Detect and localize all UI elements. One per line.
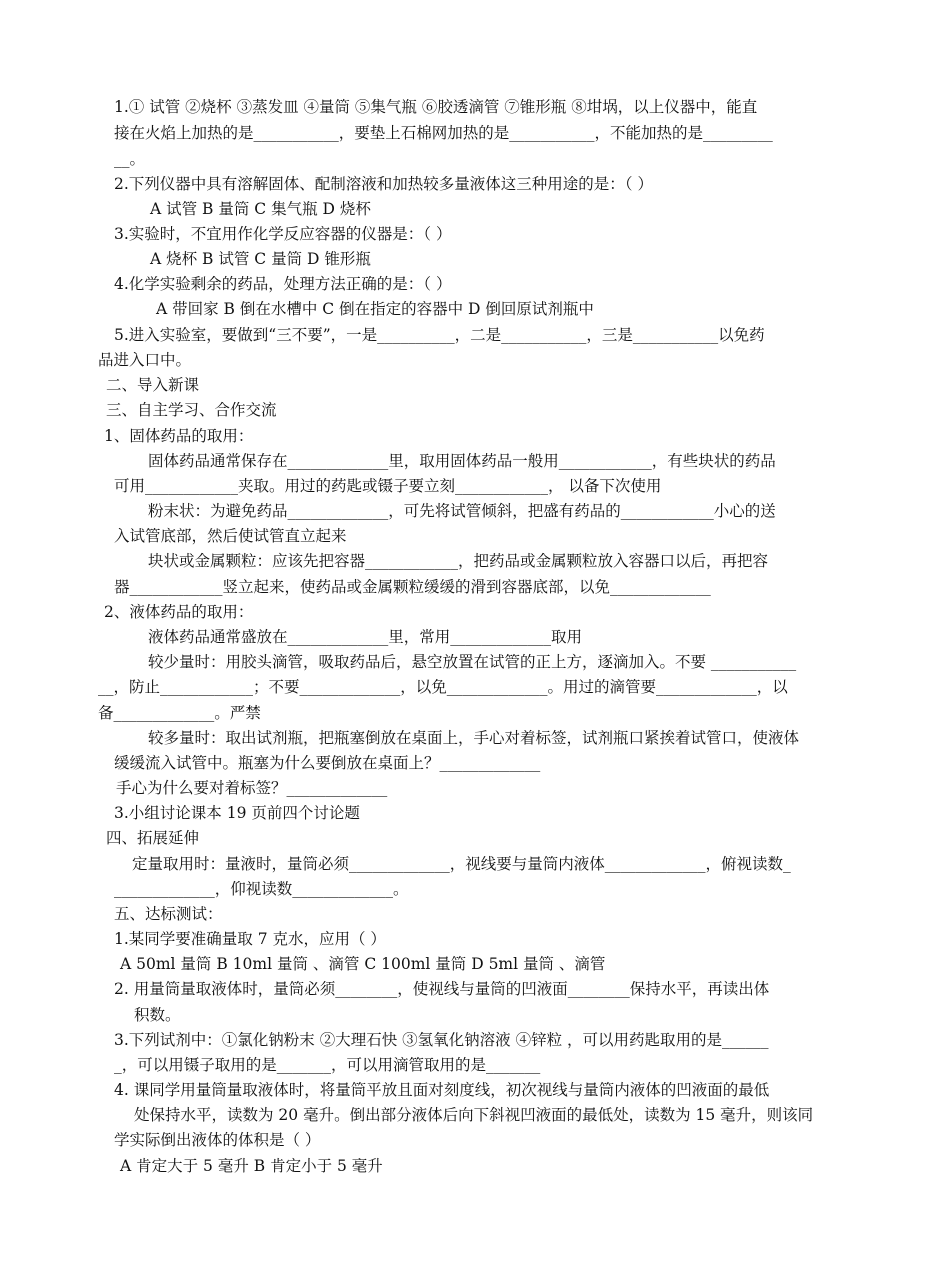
text-line: 粉末状：为避免药品_____________，可先将试管倾斜，把盛有药品的____________小心的送 xyxy=(148,502,776,520)
text-line: 块状或金属颗粒：应该先把容器____________，把药品或金属颗粒放入容器口以后，再把容 xyxy=(148,552,769,570)
question-line: 2.下列仪器中具有溶解固体、配制溶液和加热较多量液体这三种用途的是：（ ） xyxy=(114,175,653,193)
options-line: A 试管 B 量筒 C 集气瓶 D 烧杯 xyxy=(150,200,371,218)
text-line: 液体药品通常盛放在_____________里，常用_____________取用 xyxy=(148,628,583,646)
question-line: 4. 课同学用量筒量取液体时，将量筒平放且面对刻度线，初次视线与量筒内液体的凹液面的最低 xyxy=(114,1081,770,1099)
text-line: __。 xyxy=(114,150,146,168)
text-line: 定量取用时：量液时，量筒必须_____________，视线要与量筒内液体_____________，俯视读数_ xyxy=(132,855,791,873)
options-line: A 肯定大于 5 毫升 B 肯定小于 5 毫升 xyxy=(120,1157,383,1175)
text-line: 固体药品通常保存在_____________里，取用固体药品一般用____________，有些块状的药品 xyxy=(148,452,776,470)
question-line: 5.进入实验室，要做到“三不要”，一是__________，二是___________，三是___________以免药 xyxy=(114,326,765,344)
text-line: 3.小组讨论课本 19 页前四个讨论题 xyxy=(114,804,360,822)
text-line: _____________，仰视读数_____________。 xyxy=(114,880,409,898)
options-line: A 烧杯 B 试管 C 量筒 D 锥形瓶 xyxy=(150,250,371,268)
text-line: 品进入口中。 xyxy=(98,351,192,369)
question-line: 4.化学实验剩余的药品，处理方法正确的是：（ ） xyxy=(114,275,452,293)
text-line: 入试管底部，然后使试管直立起来 xyxy=(114,527,347,545)
text-line: 较少量时：用胶头滴管，吸取药品后，悬空放置在试管的正上方，逐滴加入。不要 ___________ xyxy=(148,653,797,671)
text-line: 器____________竖立起来，使药品或金属颗粒缓缓的滑到容器底部，以免_____________ xyxy=(114,578,711,596)
text-line: 手心为什么要对着标签？_____________ xyxy=(116,779,388,797)
subsection-heading: 1、固体药品的取用： xyxy=(104,427,254,445)
question-line: 3.下列试剂中：①氯化钠粉末 ②大理石快 ③氢氧化钠溶液 ④锌粒 ，可以用药匙取用的是______ xyxy=(114,1031,769,1049)
section-heading: 五、达标测试： xyxy=(114,905,223,923)
text-line: 接在火焰上加热的是___________，要垫上石棉网加热的是___________，不能加热的是_________ xyxy=(114,124,773,142)
text-line: 处保持水平，读数为 20 毫升。倒出部分液体后向下斜视凹液面的最低处，读数为 15 毫升，则该同 xyxy=(134,1106,814,1124)
text-line: 备_____________。严禁 xyxy=(98,704,261,722)
text-line: 缓缓流入试管中。瓶塞为什么要倒放在桌面上？_____________ xyxy=(114,754,541,772)
subsection-heading: 2、液体药品的取用： xyxy=(104,603,254,621)
options-line: A 带回家 B 倒在水槽中 C 倒在指定的容器中 D 倒回原试剂瓶中 xyxy=(156,300,594,318)
section-heading: 三、自主学习、合作交流 xyxy=(106,401,277,419)
text-line: 学实际倒出液体的体积是（ ） xyxy=(114,1131,321,1149)
question-line: 1.某同学要准确量取 7 克水，应用（ ） xyxy=(114,930,386,948)
text-line: 积数。 xyxy=(134,1006,181,1024)
text-line: 可用____________夹取。用过的药匙或镊子要立刻____________， 以备下次使用 xyxy=(114,477,662,495)
question-line: 3.实验时，不宜用作化学反应容器的仪器是：（ ） xyxy=(114,225,452,243)
text-line: 1.① 试管 ②烧杯 ③蒸发皿 ④量筒 ⑤集气瓶 ⑥胶透滴管 ⑦锥形瓶 ⑧坩埚，以上仪器中，能直 xyxy=(114,98,758,116)
text-line: _，可以用镊子取用的是_______，可以用滴管取用的是_______ xyxy=(114,1056,541,1074)
section-heading: 二、导入新课 xyxy=(106,376,200,394)
section-heading: 四、拓展延伸 xyxy=(106,829,200,847)
options-line: A 50ml 量筒 B 10ml 量筒 、滴管 C 100ml 量筒 D 5ml 量筒 、滴管 xyxy=(120,955,606,973)
text-line: __，防止____________；不要_____________，以免_____________。用过的滴管要_____________，以 xyxy=(98,678,788,696)
text-line: 较多量时：取出试剂瓶，把瓶塞倒放在桌面上，手心对着标签，试剂瓶口紧挨着试管口，使液体 xyxy=(148,729,800,747)
question-line: 2. 用量筒量取液体时，量筒必须________，使视线与量筒的凹液面________保持水平，再读出体 xyxy=(114,980,770,998)
